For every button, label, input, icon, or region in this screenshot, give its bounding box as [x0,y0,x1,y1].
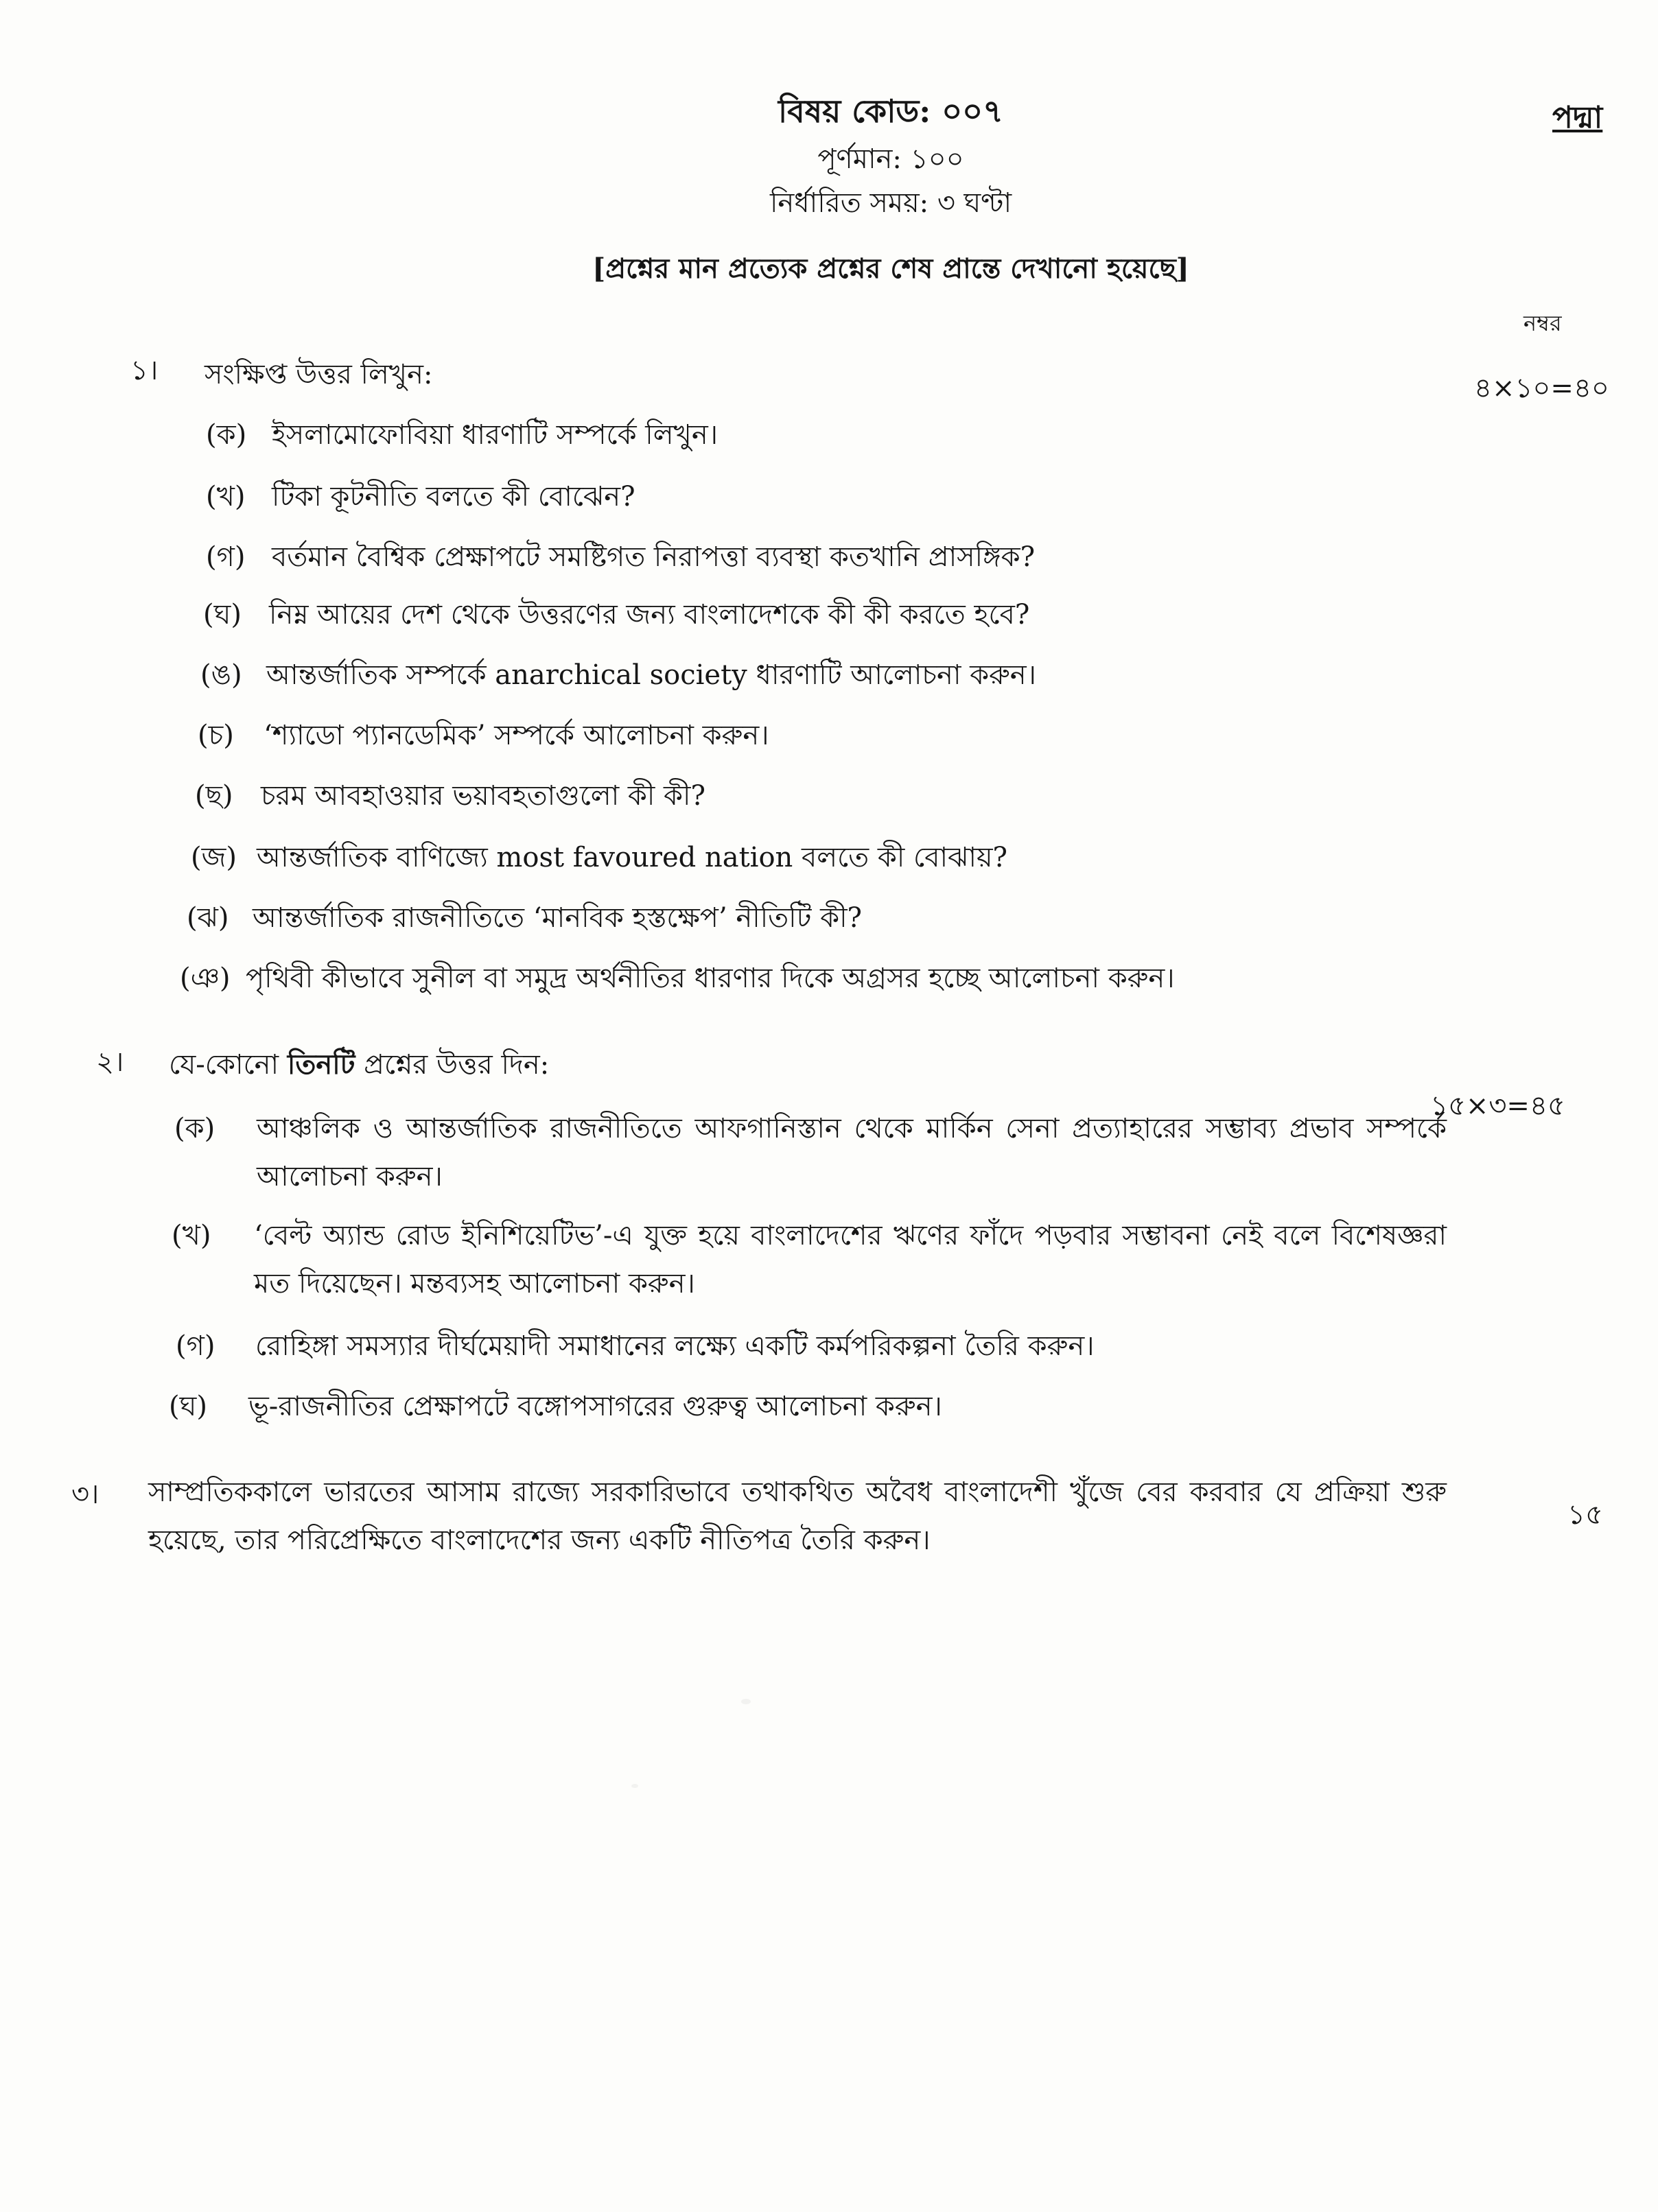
q1-item [200,653,1036,699]
q2-item-label: (ক) [174,1113,215,1144]
q2-marks: ১৫×৩=৪৫ [1430,1090,1565,1122]
q1-item [206,535,1035,581]
q1-item-label: (জ) [191,842,237,873]
q2-item [169,1385,942,1431]
q1-item [187,896,862,942]
q2-text-suffix: প্রশ্নের উত্তর দিন: [355,1049,550,1081]
full-marks: পূর্ণমান: ১০০ [817,143,964,175]
q1-item-label: (ঘ) [203,599,242,631]
scan-speck [631,1784,638,1788]
q1-item-label: (চ) [198,720,234,751]
q2-item-text: আঞ্চলিক ও আন্তর্জাতিক রাজনীতিতে আফগানিস্তান থেকে মার্কিন সেনা প্রত্যাহারের সম্ভাব্য প্রভাব সম্পর্কে আলোচনা করুন। [257,1113,1447,1192]
q1-item [206,413,718,459]
q1-item-label: (খ) [206,481,246,513]
q2-text-bold: তিনটি [287,1048,355,1081]
q2-item [174,1105,1447,1201]
q2-item-text: ভূ-রাজনীতির প্রেক্ষাপটে বঙ্গোপসাগরের গুরুত্ব আলোচনা করুন। [248,1391,942,1422]
q2-item-label: (ঘ) [169,1391,207,1422]
q1-item [191,836,1007,882]
q1-item-text: আন্তর্জাতিক রাজনীতিতে ‘মানবিক হস্তক্ষেপ’ নীতিটি কী? [253,902,862,934]
q1-text: সংক্ষিপ্ত উত্তর লিখুন: [205,359,433,390]
q1-item-text: ‘শ্যাডো প্যানডেমিক’ সম্পর্কে আলোচনা করুন। [264,720,769,751]
q1-item [195,774,705,820]
q1-item-text: আন্তর্জাতিক সম্পর্কে anarchical society ধারণাটি আলোচনা করুন। [266,659,1036,691]
exam-time: নির্ধারিত সময়: ৩ ঘণ্টা [769,187,1012,219]
q2-item-label: (গ) [176,1330,215,1362]
q1-marks: ৪×১০=৪০ [1474,373,1609,404]
q2-text [169,1043,549,1089]
q1-item-label: (ঙ) [200,659,242,691]
q1-item-text: আন্তর্জাতিক বাণিজ্যে most favoured nation বলতে কী বোঝায়? [257,842,1007,873]
q2-text-prefix: যে-কোনো [169,1049,288,1081]
marks-note: [প্রশ্নের মান প্রত্যেক প্রশ্নের শেষ প্রান্তে দেখানো হয়েছে] [592,252,1189,285]
q1-item-text: নিম্ন আয়ের দেশ থেকে উত্তরণের জন্য বাংলাদেশকে কী কী করতে হবে? [269,599,1030,631]
q1-number: ১। [130,355,159,386]
q1-item-text: পৃথিবী কীভাবে সুনীল বা সমুদ্র অর্থনীতির ধারণার দিকে অগ্রসর হচ্ছে আলোচনা করুন। [246,963,1175,994]
scan-speck [741,1699,751,1704]
q1-item-text: বর্তমান বৈশ্বিক প্রেক্ষাপটে সমষ্টিগত নিরাপত্তা ব্যবস্থা কতখানি প্রাসঙ্গিক? [272,541,1036,573]
q1-item-label: (ঝ) [187,902,229,934]
q3-text: সাম্প্রতিককালে ভারতের আসাম রাজ্যে সরকারিভাবে তথাকথিত অবৈধ বাংলাদেশী খুঁজে বের করবার যে প্রক্রিয়া শুরু হয়েছে, তার পরিপ্রেক্ষিতে বাংলাদেশের জন্য একটি নীতিপত্র তৈরি করুন। [148,1476,1447,1556]
q1-item [198,714,769,760]
q1-item-label: (ঞ) [180,963,231,994]
set-name: পদ্মা [1552,100,1603,135]
q1-item-text: ইসলামোফোবিয়া ধারণাটি সম্পর্কে লিখুন। [272,419,719,451]
q1-item-label: (গ) [206,541,246,573]
q1-item-label: (ক) [206,419,247,451]
q1-item [206,475,635,521]
marks-column-heading: নম্বর [1523,310,1562,336]
q2-number: ২। [96,1046,124,1078]
q2-item-text: রোহিঙ্গা সমস্যার দীর্ঘমেয়াদী সমাধানের লক্ষ্যে একটি কর্মপরিকল্পনা তৈরি করুন। [255,1330,1095,1362]
q1-item [203,593,1029,639]
q2-item [172,1212,1447,1308]
q1-item-text: টিকা কূটনীতি বলতে কী বোঝেন? [272,481,635,513]
q2-item-text: ‘বেল্ট অ্যান্ড রোড ইনিশিয়েটিভ’-এ যুক্ত হয়ে বাংলাদেশের ঋণের ফাঁদে পড়বার সম্ভাবনা নেই বলে বিশেষজ্ঞরা মত দিয়েছেন। মন্তব্যসহ আলোচনা করুন। [254,1220,1447,1299]
q2-item-label: (খ) [172,1220,211,1251]
q1-item [180,956,1175,1002]
q2-item [176,1324,1095,1370]
q1-item-label: (ছ) [195,780,233,812]
q3-marks: ১৫ [1567,1499,1603,1531]
q1-item-text: চরম আবহাওয়ার ভয়াবহতাগুলো কী কী? [261,780,705,812]
subject-code: বিষয় কোড: ০০৭ [778,93,1003,130]
q3-number: ৩। [71,1479,100,1510]
